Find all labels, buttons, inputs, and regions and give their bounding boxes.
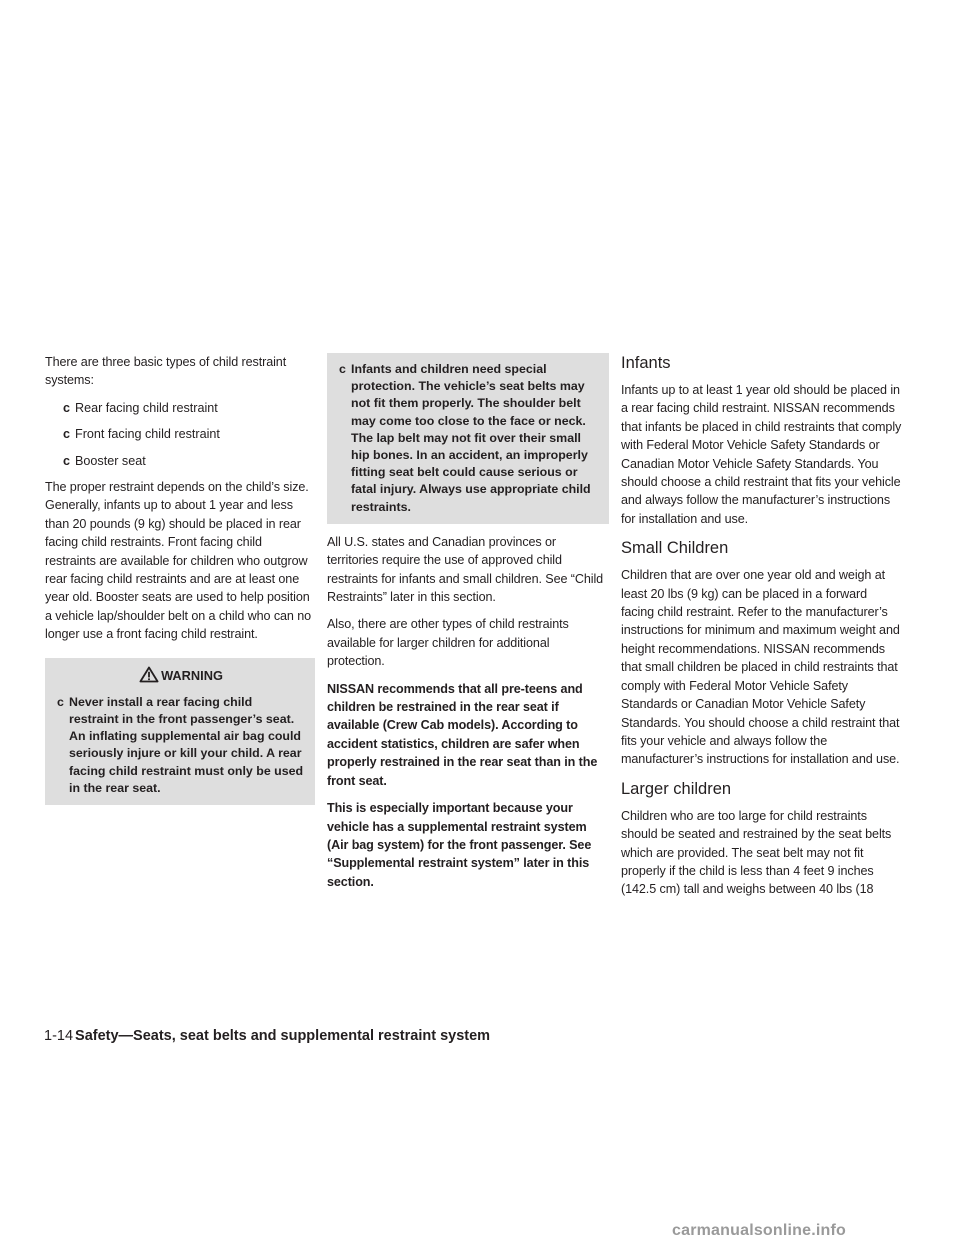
warning-box xyxy=(45,658,315,805)
warning-triangle-icon xyxy=(139,666,159,683)
column-middle xyxy=(327,353,609,900)
body-paragraph-bold: This is especially important because your vehicle has a supplemental restraint system (Air bag system) for the front passenger. See “Supplemental restraint system” later in this section. xyxy=(327,801,592,889)
bullet-icon: c xyxy=(63,427,71,442)
intro-text: There are three basic types of child restraint systems: xyxy=(45,355,287,388)
list-item: c Rear facing child restraint xyxy=(63,399,315,417)
bullet-icon: c xyxy=(63,453,71,468)
section-title: Safety—Seats, seat belts and supplemental restraint system xyxy=(75,1028,491,1044)
body-paragraph: All U.S. states and Canadian provinces or territories require the use of approved child restraints for infants and small children. See “Child Restraints” later in this section. xyxy=(327,534,604,605)
column-right xyxy=(621,353,903,909)
warning-item: c Never install a rear facing child restraint in the front passenger’s seat. An inflating supplemental air bag could seriously injure or kill your child. A rear facing child restraint must only be used in the rear seat. xyxy=(57,694,304,795)
caution-item: c Infants and children need special protection. The vehicle’s seat belts may not fit them properly. The shoulder belt may come too close to the face or neck. The lap belt may not fit over their small hip bones. In an accident, an improperly fitting seat belt could cause serious or fatal injury. Always use appropriate child restraints. xyxy=(339,362,591,514)
page-number: 1-14 xyxy=(44,1028,74,1044)
list-item: c Booster seat xyxy=(63,452,315,470)
heading-larger-children: Larger children xyxy=(621,779,732,798)
body-paragraph: Infants up to at least 1 year old should be placed in a rear facing child restraint. NISSAN recommends that infants be placed in child restraints that comply with Federal Motor Vehicle Safety Standards or Canadian Motor Vehicle Safety Standards. You should choose a child restraint that fits your vehicle and always follow the manufacturer’s instructions for installation and use. xyxy=(621,383,902,526)
restraint-types-list xyxy=(45,399,315,470)
body-paragraph: The proper restraint depends on the child’s size. Generally, infants up to about 1 year and less than 20 pounds (9 kg) should be placed in rear facing child restraints. Front facing child restraints are available for children who outgrow rear facing child restraints and are at least one year old. Booster seats are used to help position a vehicle lap/shoulder belt on a child who can no longer use a front facing child restraint. xyxy=(45,480,312,642)
bullet-icon: c xyxy=(57,694,64,709)
list-item: c Front facing child restraint xyxy=(63,425,315,443)
body-paragraph: Children that are over one year old and weigh at least 20 lbs (9 kg) can be placed in a forward facing child restraint. Refer to the manufacturer’s instructions for minimum and maximum weight and height recommendations. NISSAN recommends that small children be placed in child restraints that comply with Federal Motor Vehicle Safety Standards or Canadian Motor Vehicle Safety Standards. You should choose a child restraint that fits your vehicle and always follow the manufacturer’s instructions for installation and use. xyxy=(621,568,900,767)
body-paragraph: Children who are too large for child restraints should be seated and restrained by the seat belts which are provided. The seat belt may not fit properly if the child is less than 4 feet 9 inches (142.5 cm) tall and weighs between 40 lbs (18 xyxy=(621,808,892,897)
warning-heading: WARNING xyxy=(57,666,305,685)
bullet-icon: c xyxy=(63,400,71,415)
heading-small-children: Small Children xyxy=(621,539,729,558)
watermark: carmanualsonline.info xyxy=(672,1222,847,1239)
heading-infants: Infants xyxy=(621,354,671,372)
body-paragraph-bold: NISSAN recommends that all pre-teens and children be restrained in the rear seat if available (Crew Cab models). According to accident statistics, children are safer when properly restrained in the rear seat than in the front seat. xyxy=(327,681,598,788)
bullet-icon: c xyxy=(339,362,346,376)
body-paragraph: Also, there are other types of child restraints available for larger children for additional protection. xyxy=(327,617,569,669)
column-left xyxy=(45,353,315,805)
caution-box xyxy=(327,353,609,524)
page-footer xyxy=(44,1028,490,1044)
